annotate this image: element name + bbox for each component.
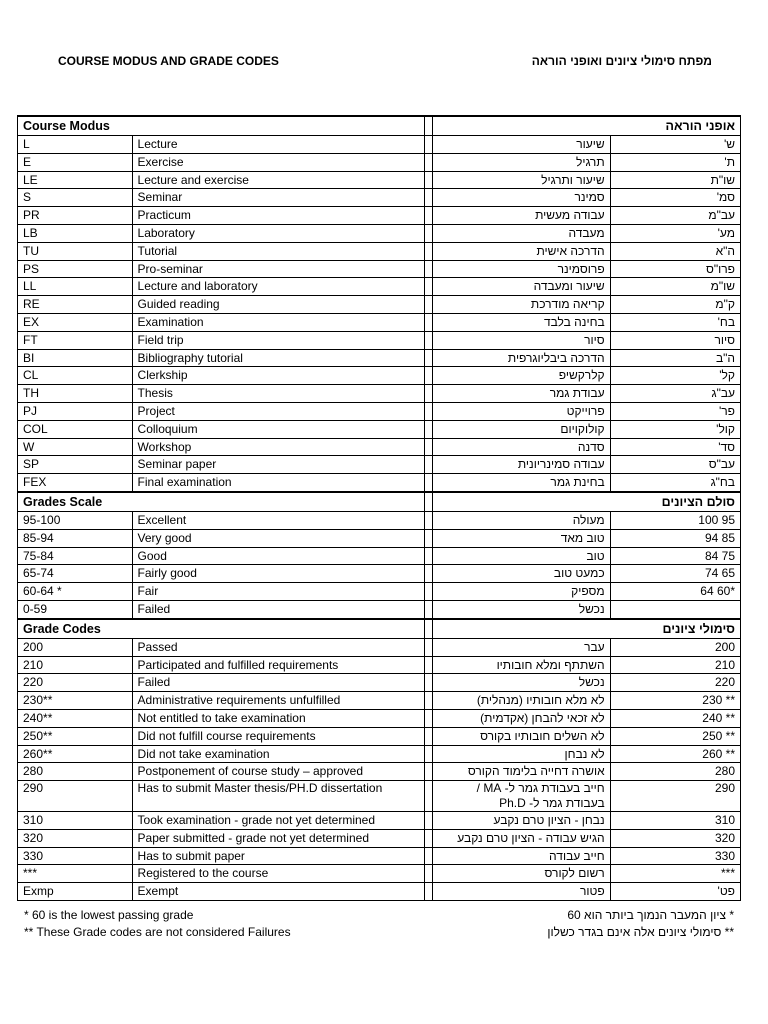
code-cell: 250** <box>18 727 133 745</box>
hebrew-description-cell: בחינה בלבד <box>433 313 611 331</box>
table-row <box>18 709 741 727</box>
hebrew-description-cell: טוב מאד <box>433 529 611 547</box>
table-row <box>18 763 741 781</box>
code-cell: LL <box>18 278 133 296</box>
column-divider <box>424 812 432 830</box>
table-row <box>18 529 741 547</box>
hebrew-description-cell: טוב <box>433 547 611 565</box>
code-cell: EX <box>18 313 133 331</box>
hebrew-code-cell: 210 <box>610 656 740 674</box>
hebrew-description-cell: לא נבחן <box>433 745 611 763</box>
hebrew-code-cell: 95 100 <box>610 511 740 529</box>
code-cell: TH <box>18 385 133 403</box>
footnotes-english <box>24 907 291 941</box>
table-row <box>18 456 741 474</box>
english-description-cell: Registered to the course <box>132 865 424 883</box>
hebrew-description-cell: סמינר <box>433 189 611 207</box>
table-row <box>18 547 741 565</box>
code-cell: 65-74 <box>18 565 133 583</box>
column-divider <box>424 474 432 492</box>
code-cell: 95-100 <box>18 511 133 529</box>
hebrew-description-cell: מספיק <box>433 583 611 601</box>
hebrew-description-cell: השתתף ומלא חובותיו <box>433 656 611 674</box>
english-description-cell: Bibliography tutorial <box>132 349 424 367</box>
table-row <box>18 865 741 883</box>
hebrew-description-cell: נכשל <box>433 674 611 692</box>
code-cell: 290 <box>18 781 133 812</box>
hebrew-description-cell: סיור <box>433 331 611 349</box>
code-cell: FT <box>18 331 133 349</box>
hebrew-description-cell: פרוייקט <box>433 402 611 420</box>
table-row <box>18 385 741 403</box>
column-divider <box>424 847 432 865</box>
hebrew-code-cell: ת' <box>610 153 740 171</box>
hebrew-code-cell: מע' <box>610 224 740 242</box>
hebrew-code-cell: סיור <box>610 331 740 349</box>
english-description-cell: Fair <box>132 583 424 601</box>
code-cell: 310 <box>18 812 133 830</box>
title-hebrew: מפתח סימולי ציונים ואופני הוראה <box>531 54 712 68</box>
english-description-cell: Tutorial <box>132 242 424 260</box>
english-description-cell: Exercise <box>132 153 424 171</box>
hebrew-description-cell: כמעט טוב <box>433 565 611 583</box>
hebrew-code-cell: ק"מ <box>610 296 740 314</box>
table-row <box>18 296 741 314</box>
column-divider <box>424 385 432 403</box>
column-divider <box>424 153 432 171</box>
column-divider <box>424 565 432 583</box>
english-description-cell: Has to submit Master thesis/PH.D dissertation <box>132 781 424 812</box>
column-divider <box>424 745 432 763</box>
table-row <box>18 727 741 745</box>
hebrew-code-cell: פרו"ס <box>610 260 740 278</box>
table-row <box>18 583 741 601</box>
table-row <box>18 883 741 901</box>
table-row <box>18 565 741 583</box>
column-divider <box>424 674 432 692</box>
hebrew-description-cell: הדרכה אישית <box>433 242 611 260</box>
hebrew-code-cell: 200 <box>610 638 740 656</box>
code-cell: 240** <box>18 709 133 727</box>
hebrew-code-cell: ** 250 <box>610 727 740 745</box>
table-row <box>18 829 741 847</box>
section-title-hebrew: סולם הציונים <box>433 492 741 512</box>
column-divider <box>424 260 432 278</box>
table-row <box>18 692 741 710</box>
english-description-cell: Participated and fulfilled requirements <box>132 656 424 674</box>
table-row <box>18 224 741 242</box>
hebrew-code-cell: קול' <box>610 420 740 438</box>
code-cell: 210 <box>18 656 133 674</box>
table-row <box>18 438 741 456</box>
hebrew-code-cell: ** 260 <box>610 745 740 763</box>
english-description-cell: Laboratory <box>132 224 424 242</box>
table-row <box>18 331 741 349</box>
hebrew-code-cell: 280 <box>610 763 740 781</box>
hebrew-code-cell: ** 230 <box>610 692 740 710</box>
hebrew-code-cell: *60 64 <box>610 583 740 601</box>
table-row <box>18 313 741 331</box>
code-cell: E <box>18 153 133 171</box>
table-row <box>18 402 741 420</box>
english-description-cell: Has to submit paper <box>132 847 424 865</box>
column-divider <box>424 331 432 349</box>
title-english: COURSE MODUS AND GRADE CODES <box>58 54 279 68</box>
table-row <box>18 812 741 830</box>
table-row <box>18 638 741 656</box>
hebrew-description-cell: שיעור <box>433 136 611 154</box>
english-description-cell: Practicum <box>132 207 424 225</box>
code-cell: BI <box>18 349 133 367</box>
english-description-cell: Workshop <box>132 438 424 456</box>
footnote-he-2: ** סימולי ציונים אלה אינם בגדר כשלון <box>547 925 734 939</box>
code-cell: *** <box>18 865 133 883</box>
hebrew-code-cell: ש' <box>610 136 740 154</box>
english-description-cell: Colloquium <box>132 420 424 438</box>
section-title-english: Grades Scale <box>18 492 425 512</box>
column-divider <box>424 829 432 847</box>
english-description-cell: Examination <box>132 313 424 331</box>
hebrew-code-cell: 75 84 <box>610 547 740 565</box>
hebrew-description-cell: פטור <box>433 883 611 901</box>
code-cell: 230** <box>18 692 133 710</box>
table-row <box>18 278 741 296</box>
code-cell: TU <box>18 242 133 260</box>
hebrew-description-cell: מעולה <box>433 511 611 529</box>
column-divider <box>424 278 432 296</box>
code-cell: 85-94 <box>18 529 133 547</box>
hebrew-description-cell: קריאה מודרכת <box>433 296 611 314</box>
column-divider <box>424 207 432 225</box>
column-divider <box>424 296 432 314</box>
hebrew-code-cell: 320 <box>610 829 740 847</box>
english-description-cell: Took examination - grade not yet determined <box>132 812 424 830</box>
column-divider <box>424 692 432 710</box>
hebrew-code-cell: סמ' <box>610 189 740 207</box>
column-divider <box>424 763 432 781</box>
column-divider <box>424 638 432 656</box>
table-row <box>18 153 741 171</box>
english-description-cell: Seminar paper <box>132 456 424 474</box>
hebrew-description-cell: תרגיל <box>433 153 611 171</box>
english-description-cell: Pro-seminar <box>132 260 424 278</box>
hebrew-description-cell: שיעור ומעבדה <box>433 278 611 296</box>
column-divider <box>424 656 432 674</box>
hebrew-code-cell: סד' <box>610 438 740 456</box>
column-divider <box>424 883 432 901</box>
english-description-cell: Failed <box>132 674 424 692</box>
column-divider <box>424 242 432 260</box>
table-row <box>18 349 741 367</box>
code-cell: 330 <box>18 847 133 865</box>
english-description-cell: Good <box>132 547 424 565</box>
column-divider <box>424 313 432 331</box>
english-description-cell: Very good <box>132 529 424 547</box>
column-divider <box>424 781 432 812</box>
hebrew-code-cell: בח"ג <box>610 474 740 492</box>
code-cell: 0-59 <box>18 600 133 618</box>
column-divider <box>424 349 432 367</box>
hebrew-code-cell: עב"ג <box>610 385 740 403</box>
hebrew-description-cell: סדנה <box>433 438 611 456</box>
section-title-english: Course Modus <box>18 116 425 136</box>
hebrew-code-cell: פר' <box>610 402 740 420</box>
code-cell: 75-84 <box>18 547 133 565</box>
hebrew-code-cell: 310 <box>610 812 740 830</box>
code-cell: COL <box>18 420 133 438</box>
column-divider <box>424 492 432 512</box>
english-description-cell: Paper submitted - grade not yet determined <box>132 829 424 847</box>
code-cell: 280 <box>18 763 133 781</box>
hebrew-code-cell: ה"א <box>610 242 740 260</box>
hebrew-code-cell: בח' <box>610 313 740 331</box>
hebrew-description-cell: לא מלא חובותיו (מנהלית) <box>433 692 611 710</box>
section-title-hebrew: אופני הוראה <box>433 116 741 136</box>
hebrew-code-cell: 330 <box>610 847 740 865</box>
section-title-english: Grade Codes <box>18 619 425 639</box>
hebrew-description-cell: לא זכאי להבחן (אקדמית) <box>433 709 611 727</box>
hebrew-description-cell: פרוסמינר <box>433 260 611 278</box>
table-row <box>18 242 741 260</box>
english-description-cell: Excellent <box>132 511 424 529</box>
column-divider <box>424 709 432 727</box>
code-cell: PJ <box>18 402 133 420</box>
hebrew-description-cell: מעבדה <box>433 224 611 242</box>
hebrew-code-cell: שו"מ <box>610 278 740 296</box>
table-row <box>18 745 741 763</box>
code-cell: W <box>18 438 133 456</box>
code-cell: FEX <box>18 474 133 492</box>
hebrew-description-cell: עבודה מעשית <box>433 207 611 225</box>
hebrew-code-cell: 85 94 <box>610 529 740 547</box>
code-cell: 260** <box>18 745 133 763</box>
column-divider <box>424 224 432 242</box>
english-description-cell: Did not fulfill course requirements <box>132 727 424 745</box>
column-divider <box>424 619 432 639</box>
column-divider <box>424 456 432 474</box>
english-description-cell: Exempt <box>132 883 424 901</box>
hebrew-code-cell: קל' <box>610 367 740 385</box>
hebrew-code-cell: עב"מ <box>610 207 740 225</box>
hebrew-code-cell: *** <box>610 865 740 883</box>
table-row <box>18 656 741 674</box>
table-row <box>18 367 741 385</box>
footnote-he-1: * ציון המעבר הנמוך ביותר הוא 60 <box>567 908 734 922</box>
hebrew-description-cell: בחינת גמר <box>433 474 611 492</box>
hebrew-description-cell: הדרכה ביבליוגרפית <box>433 349 611 367</box>
table-row <box>18 674 741 692</box>
hebrew-description-cell: חייב עבודה <box>433 847 611 865</box>
english-description-cell: Guided reading <box>132 296 424 314</box>
hebrew-code-cell: 65 74 <box>610 565 740 583</box>
hebrew-description-cell: הגיש עבודה - הציון טרם נקבע <box>433 829 611 847</box>
english-description-cell: Did not take examination <box>132 745 424 763</box>
column-divider <box>424 583 432 601</box>
hebrew-code-cell: ** 240 <box>610 709 740 727</box>
table-row <box>18 207 741 225</box>
table-row <box>18 171 741 189</box>
column-divider <box>424 171 432 189</box>
column-divider <box>424 367 432 385</box>
hebrew-description-cell: עבודה סמינריונית <box>433 456 611 474</box>
english-description-cell: Field trip <box>132 331 424 349</box>
section-title-hebrew: סימולי ציונים <box>433 619 741 639</box>
hebrew-code-cell <box>610 600 740 618</box>
english-description-cell: Administrative requirements unfulfilled <box>132 692 424 710</box>
table-row <box>18 511 741 529</box>
english-description-cell: Seminar <box>132 189 424 207</box>
footnote-en-2: ** These Grade codes are not considered Failures <box>24 925 291 939</box>
column-divider <box>424 438 432 456</box>
section-header <box>18 116 741 136</box>
hebrew-description-cell: אושרה דחייה בלימוד הקורס <box>433 763 611 781</box>
hebrew-description-cell: שיעור ותרגיל <box>433 171 611 189</box>
hebrew-description-cell: נכשל <box>433 600 611 618</box>
english-description-cell: Postponement of course study – approved <box>132 763 424 781</box>
hebrew-code-cell: שו"ת <box>610 171 740 189</box>
code-cell: SP <box>18 456 133 474</box>
column-divider <box>424 402 432 420</box>
column-divider <box>424 136 432 154</box>
code-cell: LE <box>18 171 133 189</box>
column-divider <box>424 511 432 529</box>
table-row <box>18 781 741 812</box>
english-description-cell: Clerkship <box>132 367 424 385</box>
code-cell: L <box>18 136 133 154</box>
table-row <box>18 136 741 154</box>
column-divider <box>424 600 432 618</box>
code-cell: S <box>18 189 133 207</box>
hebrew-code-cell: 220 <box>610 674 740 692</box>
english-description-cell: Lecture and laboratory <box>132 278 424 296</box>
hebrew-code-cell: פט' <box>610 883 740 901</box>
hebrew-description-cell: עבודת גמר <box>433 385 611 403</box>
code-cell: CL <box>18 367 133 385</box>
code-cell: PS <box>18 260 133 278</box>
column-divider <box>424 116 432 136</box>
column-divider <box>424 727 432 745</box>
footnote-en-1: * 60 is the lowest passing grade <box>24 908 194 922</box>
section-header <box>18 492 741 512</box>
english-description-cell: Not entitled to take examination <box>132 709 424 727</box>
english-description-cell: Lecture and exercise <box>132 171 424 189</box>
column-divider <box>424 420 432 438</box>
english-description-cell: Fairly good <box>132 565 424 583</box>
hebrew-description-cell: נבחן - הציון טרם נקבע <box>433 812 611 830</box>
table-row <box>18 260 741 278</box>
hebrew-description-cell: קלרקשיפ <box>433 367 611 385</box>
column-divider <box>424 865 432 883</box>
table-row <box>18 600 741 618</box>
english-description-cell: Thesis <box>132 385 424 403</box>
codes-table <box>17 115 741 901</box>
code-cell: Exmp <box>18 883 133 901</box>
english-description-cell: Project <box>132 402 424 420</box>
column-divider <box>424 547 432 565</box>
section-header <box>18 619 741 639</box>
english-description-cell: Final examination <box>132 474 424 492</box>
english-description-cell: Failed <box>132 600 424 618</box>
hebrew-description-cell: חייב בעבודת גמר ל- MA / בעבודת גמר ל- Ph.D <box>433 781 611 812</box>
footnotes-hebrew <box>547 907 734 941</box>
code-cell: 60-64 * <box>18 583 133 601</box>
column-divider <box>424 529 432 547</box>
hebrew-code-cell: 290 <box>610 781 740 812</box>
code-cell: PR <box>18 207 133 225</box>
code-cell: LB <box>18 224 133 242</box>
table-row <box>18 420 741 438</box>
hebrew-description-cell: לא השלים חובותיו בקורס <box>433 727 611 745</box>
hebrew-description-cell: קולוקויום <box>433 420 611 438</box>
column-divider <box>424 189 432 207</box>
code-cell: RE <box>18 296 133 314</box>
english-description-cell: Lecture <box>132 136 424 154</box>
code-cell: 320 <box>18 829 133 847</box>
table-row <box>18 189 741 207</box>
code-cell: 200 <box>18 638 133 656</box>
english-description-cell: Passed <box>132 638 424 656</box>
hebrew-description-cell: עבר <box>433 638 611 656</box>
hebrew-code-cell: ה"ב <box>610 349 740 367</box>
code-cell: 220 <box>18 674 133 692</box>
hebrew-code-cell: עב"ס <box>610 456 740 474</box>
table-row <box>18 474 741 492</box>
hebrew-description-cell: רשום לקורס <box>433 865 611 883</box>
table-row <box>18 847 741 865</box>
